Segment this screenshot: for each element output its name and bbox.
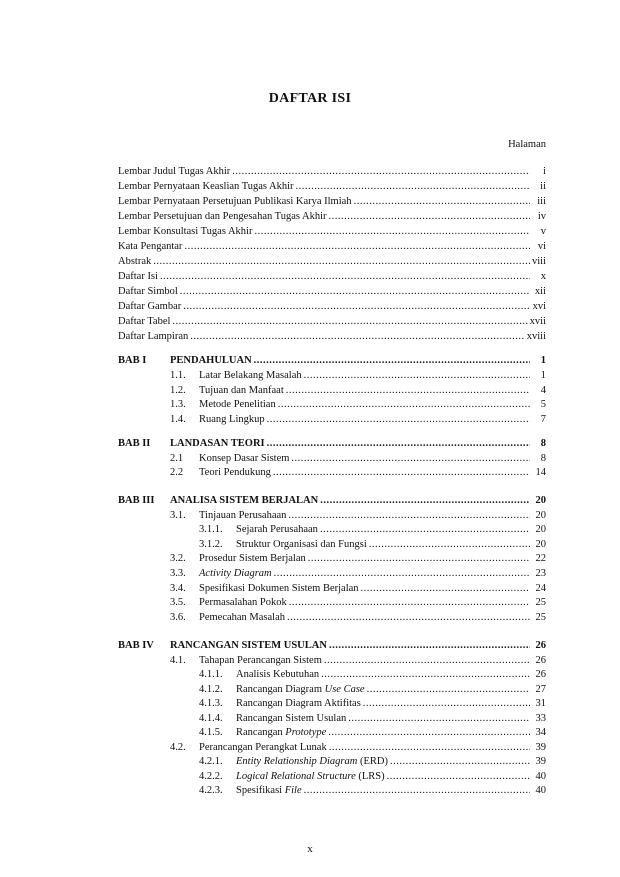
toc-entry[interactable]: 4.1.1. Analisis Kebutuhan ..... 26 <box>199 668 546 681</box>
toc-entry[interactable]: Daftar Simbol ..... xii <box>118 285 546 298</box>
toc-entry[interactable]: 2.1 Konsep Dasar Sistem ..... 8 <box>170 452 546 465</box>
toc-entry[interactable]: 2.2 Teori Pendukung ..... 14 <box>170 466 546 479</box>
toc-entry[interactable]: 1.4. Ruang Lingkup ..... 7 <box>170 413 546 426</box>
halaman-label: Halaman <box>508 139 546 150</box>
toc-entry[interactable]: 4.2. Perancangan Perangkat Lunak ..... 39 <box>170 741 546 754</box>
toc-entry[interactable]: 4.1.3. Rancangan Diagram Aktifitas ..... 31 <box>199 697 546 710</box>
toc-entry[interactable]: 4.1.5. Rancangan Prototype ..... 34 <box>199 726 546 739</box>
toc-entry[interactable]: Lembar Konsultasi Tugas Akhir ..... v <box>118 225 546 238</box>
toc-entry[interactable]: 4.2.2. Logical Relational Structure (LRS) ..... 40 <box>199 770 546 783</box>
toc-entry[interactable]: Lembar Pernyataan Persetujuan Publikasi Karya Ilmiah ..... iii <box>118 195 546 208</box>
toc-entry[interactable]: Lembar Judul Tugas Akhir ..... i <box>118 165 546 178</box>
toc-entry[interactable]: Abstrak ..... viii <box>118 255 546 268</box>
page-number: x <box>307 843 313 855</box>
toc-entry[interactable]: 1.3. Metode Penelitian ..... 5 <box>170 398 546 411</box>
toc-chapter[interactable]: BAB I PENDAHULUAN ..... 1 <box>118 354 546 367</box>
toc-entry[interactable]: 3.5. Permasalahan Pokok ..... 25 <box>170 596 546 609</box>
toc-entry[interactable]: 3.4. Spesifikasi Dokumen Sistem Berjalan ..... 24 <box>170 582 546 595</box>
toc-entry[interactable]: 1.1. Latar Belakang Masalah ..... 1 <box>170 369 546 382</box>
toc-entry[interactable]: 4.1.2. Rancangan Diagram Use Case ..... 27 <box>199 683 546 696</box>
toc-entry[interactable]: Daftar Lampiran ..... xviii <box>118 330 546 343</box>
toc-entry[interactable]: Daftar Gambar ..... xvi <box>118 300 546 313</box>
toc-entry[interactable]: 4.2.3. Spesifikasi File ..... 40 <box>199 784 546 797</box>
toc-entry[interactable]: 4.1. Tahapan Perancangan Sistem ..... 26 <box>170 654 546 667</box>
toc-entry[interactable]: 4.2.1. Entity Relationship Diagram (ERD) ..... 39 <box>199 755 546 768</box>
toc-entry[interactable]: Kata Pengantar ..... vi <box>118 240 546 253</box>
toc-entry[interactable]: 4.1.4. Rancangan Sistem Usulan ..... 33 <box>199 712 546 725</box>
page-title: DAFTAR ISI <box>268 91 352 106</box>
toc-entry[interactable]: 3.1.1. Sejarah Perusahaan ..... 20 <box>199 523 546 536</box>
toc-entry[interactable]: 3.6. Pemecahan Masalah ..... 25 <box>170 611 546 624</box>
toc-entry[interactable]: 3.1.2. Struktur Organisasi dan Fungsi ..... 20 <box>199 538 546 551</box>
toc-entry[interactable]: Daftar Isi ..... x <box>118 270 546 283</box>
toc-entry[interactable]: Daftar Tabel ..... xvii <box>118 315 546 328</box>
toc-entry[interactable]: 3.1. Tinjauan Perusahaan ..... 20 <box>170 509 546 522</box>
toc-chapter[interactable]: BAB IV RANCANGAN SISTEM USULAN ..... 26 <box>118 639 546 652</box>
toc-chapter[interactable]: BAB III ANALISA SISTEM BERJALAN ..... 20 <box>118 494 546 507</box>
toc-entry[interactable]: 1.2. Tujuan dan Manfaat ..... 4 <box>170 384 546 397</box>
toc-chapter[interactable]: BAB II LANDASAN TEORI ..... 8 <box>118 437 546 450</box>
toc-entry[interactable]: 3.2. Prosedur Sistem Berjalan ..... 22 <box>170 552 546 565</box>
toc-entry[interactable]: Lembar Persetujuan dan Pengesahan Tugas Akhir ..... iv <box>118 210 546 223</box>
toc-entry[interactable]: Lembar Pernyataan Keaslian Tugas Akhir ..... ii <box>118 180 546 193</box>
toc-entry[interactable]: 3.3. Activity Diagram ..... 23 <box>170 567 546 580</box>
